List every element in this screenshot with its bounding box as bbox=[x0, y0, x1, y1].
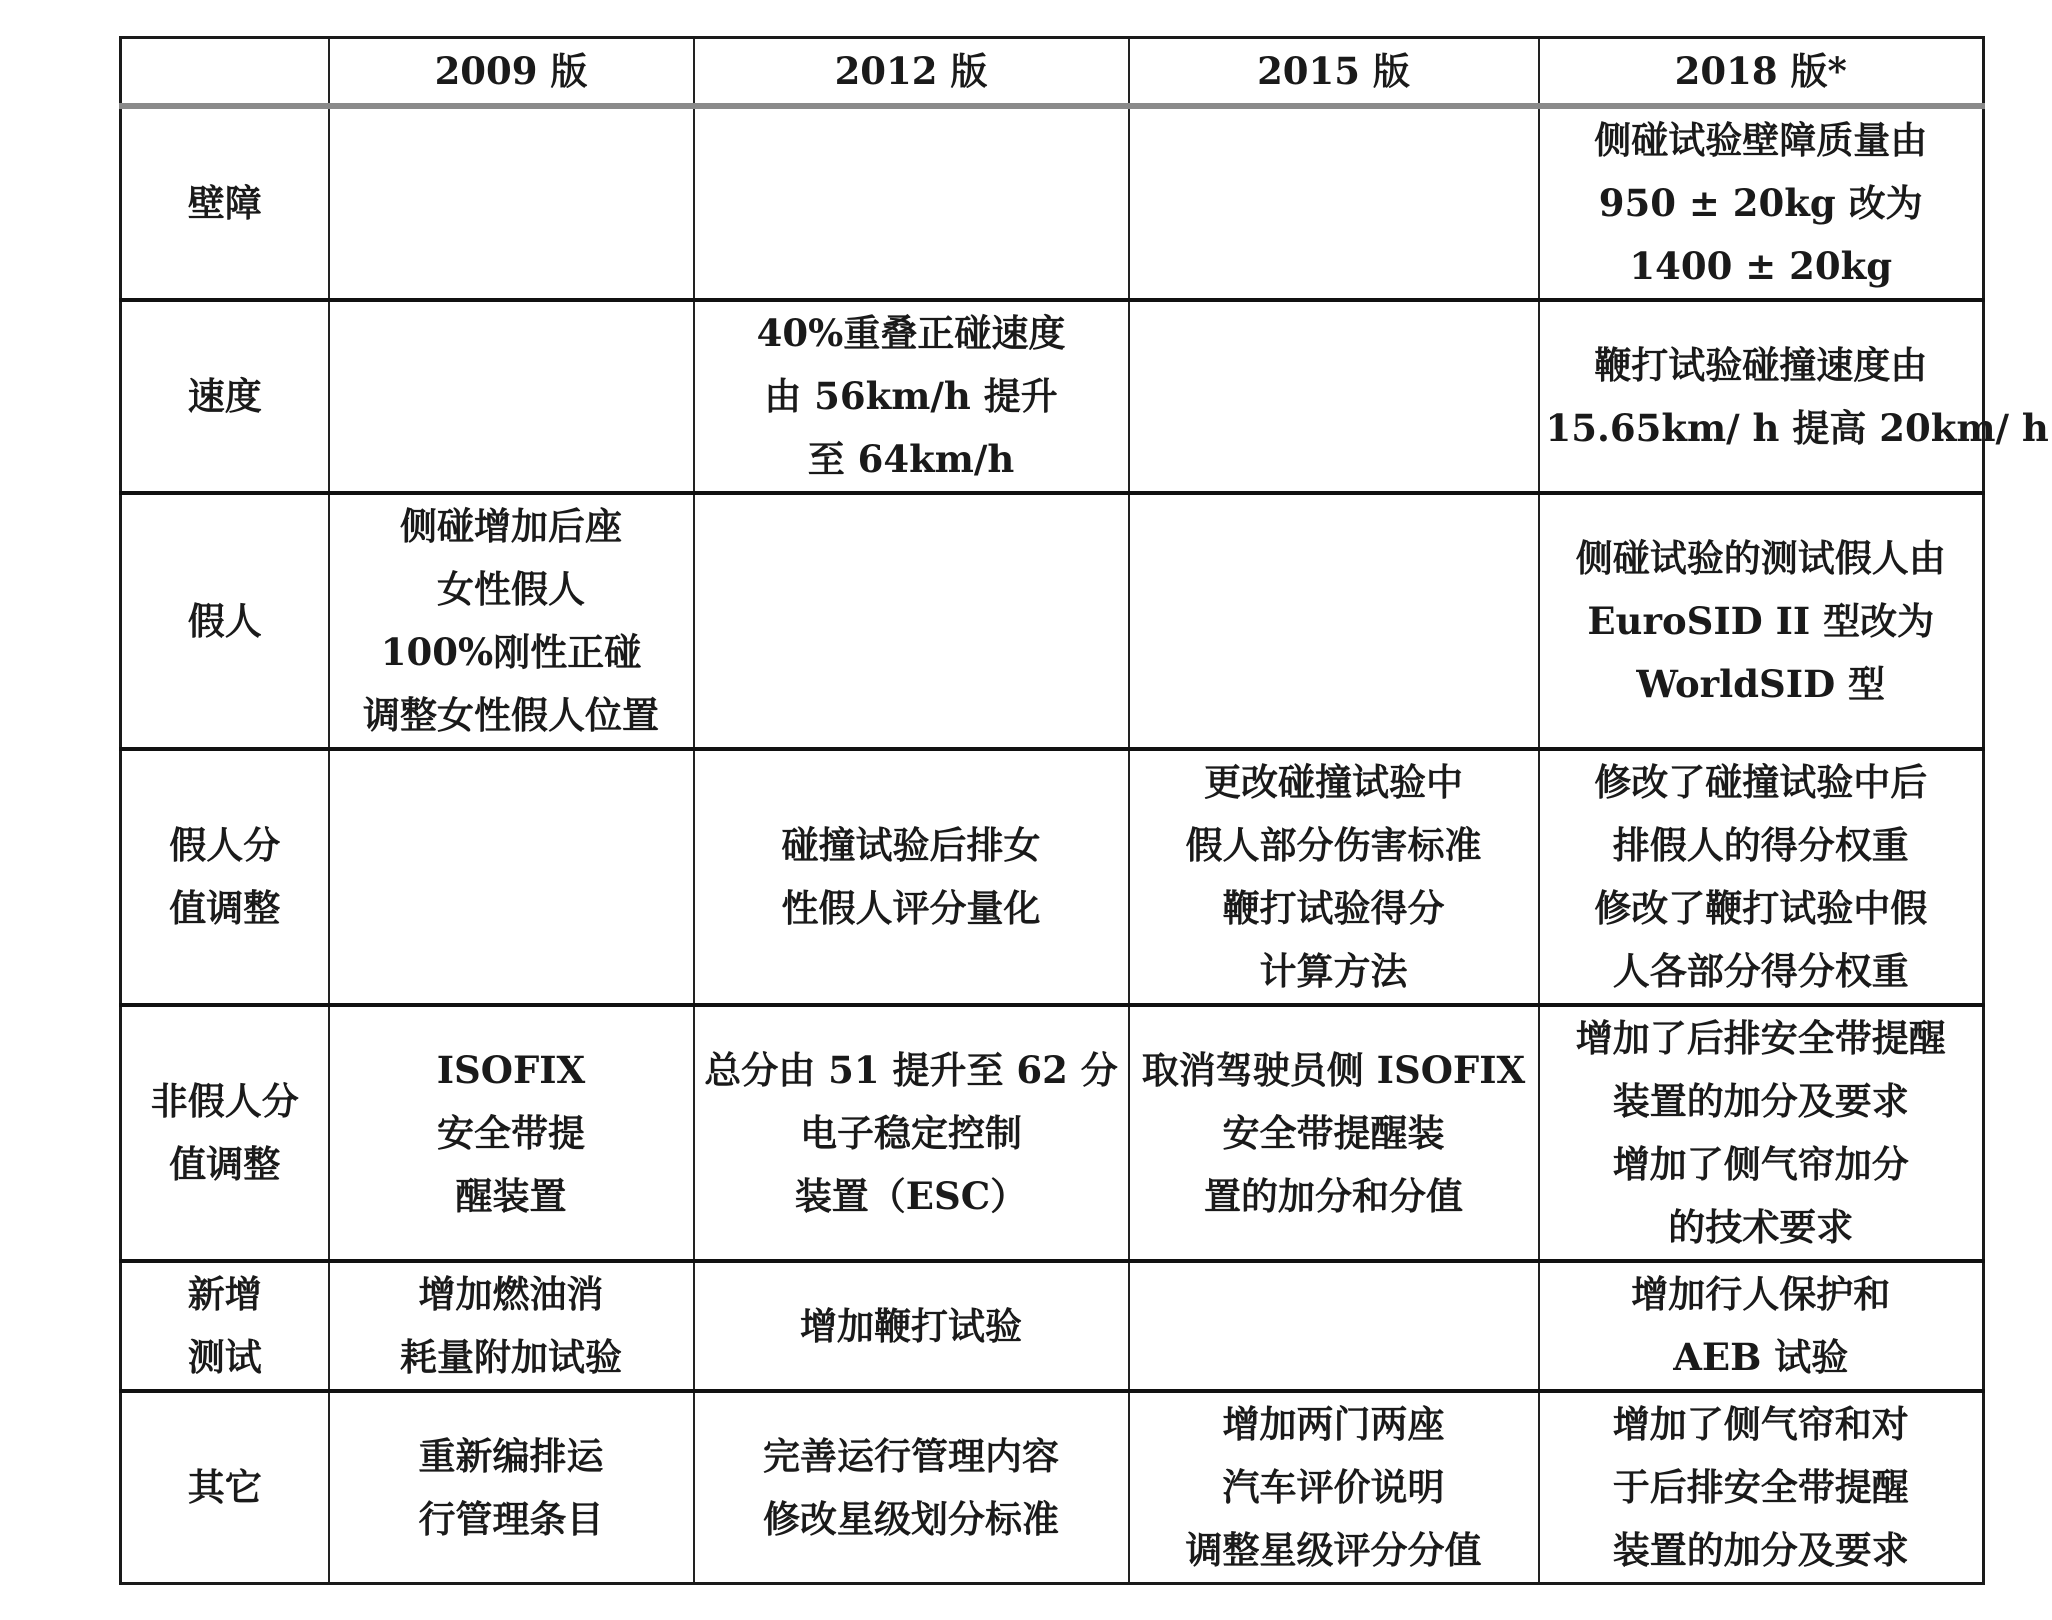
table-row-non-dummy-score bbox=[121, 1005, 1984, 1261]
cell-line: 增加了侧气帘加分 bbox=[1612, 1142, 1909, 1186]
row-label-speed bbox=[121, 300, 329, 493]
cell-line: 更改碰撞试验中 bbox=[1204, 760, 1463, 804]
cell-line: 侧碰试验的测试假人由 bbox=[1575, 535, 1946, 580]
cell-barrier-2015 bbox=[1129, 106, 1539, 300]
cell-line: 鞭打试验得分 bbox=[1222, 886, 1445, 930]
cell-dummy-score-2009 bbox=[329, 749, 694, 1005]
row-label-line: 新增 bbox=[187, 1272, 262, 1316]
row-label-dummy bbox=[121, 493, 329, 749]
cell-speed-2009 bbox=[329, 300, 694, 493]
cell-line: 电子稳定控制 bbox=[800, 1110, 1022, 1155]
cell-line: 至 64km/h bbox=[807, 437, 1015, 481]
cell-barrier-2009 bbox=[329, 106, 694, 300]
cell-dummy-2018 bbox=[1539, 493, 1984, 749]
cell-line: 增加了侧气帘和对 bbox=[1612, 1402, 1909, 1446]
table-body bbox=[121, 106, 2049, 1584]
cell-line: 的技术要求 bbox=[1668, 1205, 1854, 1249]
header-2009: 2009 版 bbox=[329, 38, 694, 107]
cell-line: 调整星级评分分值 bbox=[1185, 1528, 1482, 1572]
cell-new-tests-2018 bbox=[1539, 1261, 1984, 1391]
cell-line: 装置（ESC） bbox=[794, 1173, 1028, 1218]
header-2015: 2015 版 bbox=[1129, 38, 1539, 107]
cell-line: 侧碰增加后座 bbox=[400, 504, 622, 548]
header-2012: 2012 版 bbox=[694, 38, 1129, 107]
cell-new-tests-2012 bbox=[694, 1261, 1129, 1391]
cell-dummy-score-2015 bbox=[1129, 749, 1539, 1005]
cell-line: 增加行人保护和 bbox=[1631, 1272, 1891, 1316]
row-label-barrier bbox=[121, 106, 329, 300]
cell-line: 950 ± 20kg 改为 bbox=[1598, 181, 1923, 225]
table-row-speed bbox=[121, 300, 1984, 493]
row-label-other bbox=[121, 1391, 329, 1584]
cell-line: 醒装置 bbox=[455, 1173, 567, 1218]
cell-line: 女性假人 bbox=[437, 567, 585, 611]
cell-speed-2012 bbox=[694, 300, 1129, 493]
cell-dummy-score-2018 bbox=[1539, 749, 1984, 1005]
ncap-version-comparison-table bbox=[119, 36, 2049, 1585]
row-label-line: 非假人分 bbox=[150, 1079, 299, 1123]
cell-dummy-2015 bbox=[1129, 493, 1539, 749]
cell-line: 100%刚性正碰 bbox=[380, 630, 642, 674]
header-2018: 2018 版* bbox=[1539, 38, 1984, 107]
cell-line: 由 56km/h 提升 bbox=[764, 374, 1058, 418]
row-label-new-tests bbox=[121, 1261, 329, 1391]
cell-line: 鞭打试验碰撞速度由 bbox=[1594, 342, 1928, 387]
cell-line: 40%重叠正碰速度 bbox=[756, 311, 1066, 355]
cell-line: 装置的加分及要求 bbox=[1612, 1079, 1909, 1123]
cell-other-2012 bbox=[694, 1391, 1129, 1584]
cell-line: 增加燃油消 bbox=[418, 1272, 604, 1316]
row-label-line: 测试 bbox=[187, 1335, 262, 1379]
cell-barrier-2012 bbox=[694, 106, 1129, 300]
cell-line: 修改了碰撞试验中后 bbox=[1594, 760, 1928, 804]
cell-line: 行管理条目 bbox=[418, 1496, 604, 1541]
cell-line: 增加了后排安全带提醒 bbox=[1575, 1016, 1946, 1060]
cell-line: 重新编排运 bbox=[418, 1433, 604, 1478]
row-label-line: 壁障 bbox=[187, 181, 262, 225]
cell-dummy-2012 bbox=[694, 493, 1129, 749]
cell-speed-2018 bbox=[1539, 300, 2049, 493]
cell-line: 耗量附加试验 bbox=[400, 1335, 622, 1379]
cell-line: 取消驾驶员侧 ISOFIX bbox=[1141, 1047, 1526, 1092]
cell-line: 计算方法 bbox=[1259, 949, 1408, 993]
cell-line: 汽车评价说明 bbox=[1222, 1465, 1445, 1509]
row-label-non-dummy-score bbox=[121, 1005, 329, 1261]
cell-non-dummy-score-2012 bbox=[694, 1005, 1129, 1261]
cell-line: ISOFIX bbox=[436, 1047, 586, 1092]
cell-line: 性假人评分量化 bbox=[781, 886, 1041, 930]
cell-line: 装置的加分及要求 bbox=[1612, 1528, 1909, 1572]
cell-line: 修改星级划分标准 bbox=[763, 1496, 1059, 1541]
cell-line: 安全带提醒装 bbox=[1222, 1110, 1445, 1155]
cell-line: 置的加分和分值 bbox=[1204, 1173, 1463, 1218]
header-corner bbox=[121, 38, 329, 107]
cell-non-dummy-score-2018 bbox=[1539, 1005, 1984, 1261]
cell-line: 增加鞭打试验 bbox=[800, 1303, 1022, 1348]
cell-line: 于后排安全带提醒 bbox=[1612, 1465, 1909, 1509]
cell-line: AEB 试验 bbox=[1673, 1335, 1849, 1379]
cell-non-dummy-score-2009 bbox=[329, 1005, 694, 1261]
cell-line: 排假人的得分权重 bbox=[1612, 823, 1909, 867]
cell-line: 增加两门两座 bbox=[1222, 1402, 1445, 1446]
row-label-dummy-score bbox=[121, 749, 329, 1005]
cell-line: 侧碰试验壁障质量由 bbox=[1594, 118, 1928, 162]
cell-line: EuroSID II 型改为 bbox=[1587, 598, 1935, 643]
cell-line: 人各部分得分权重 bbox=[1612, 949, 1909, 993]
cell-non-dummy-score-2015 bbox=[1129, 1005, 1539, 1261]
cell-new-tests-2015 bbox=[1129, 1261, 1539, 1391]
table-header bbox=[121, 38, 1984, 107]
cell-other-2015 bbox=[1129, 1391, 1539, 1584]
cell-new-tests-2009 bbox=[329, 1261, 694, 1391]
cell-barrier-2018 bbox=[1539, 106, 1984, 300]
cell-other-2009 bbox=[329, 1391, 694, 1584]
row-label-line: 其它 bbox=[187, 1465, 262, 1509]
cell-dummy-2009 bbox=[329, 493, 694, 749]
table-row-other bbox=[121, 1391, 1984, 1584]
cell-line: 碰撞试验后排女 bbox=[781, 823, 1041, 867]
table-row-new-tests bbox=[121, 1261, 1984, 1391]
cell-line: 15.65km/ h 提高 20km/ h bbox=[1545, 405, 2049, 450]
cell-line: 完善运行管理内容 bbox=[763, 1433, 1059, 1478]
cell-line: 总分由 51 提升至 62 分 bbox=[704, 1047, 1118, 1092]
table-row-barrier bbox=[121, 106, 1984, 300]
cell-line: 假人部分伤害标准 bbox=[1185, 823, 1482, 867]
table-row-dummy bbox=[121, 493, 1984, 749]
cell-line: WorldSID 型 bbox=[1636, 661, 1886, 706]
cell-speed-2015 bbox=[1129, 300, 1539, 493]
row-label-line: 值调整 bbox=[169, 1142, 281, 1186]
cell-line: 1400 ± 20kg bbox=[1629, 244, 1893, 288]
cell-dummy-score-2012 bbox=[694, 749, 1129, 1005]
cell-line: 安全带提 bbox=[437, 1110, 585, 1155]
cell-other-2018 bbox=[1539, 1391, 1984, 1584]
row-label-line: 值调整 bbox=[169, 886, 281, 930]
row-label-line: 速度 bbox=[187, 374, 262, 418]
table-row-dummy-score bbox=[121, 749, 1984, 1005]
cell-line: 修改了鞭打试验中假 bbox=[1594, 886, 1928, 930]
cell-line: 调整女性假人位置 bbox=[363, 693, 659, 737]
row-label-line: 假人分 bbox=[169, 823, 281, 867]
header-row bbox=[121, 38, 1984, 107]
row-label-line: 假人 bbox=[187, 598, 262, 643]
